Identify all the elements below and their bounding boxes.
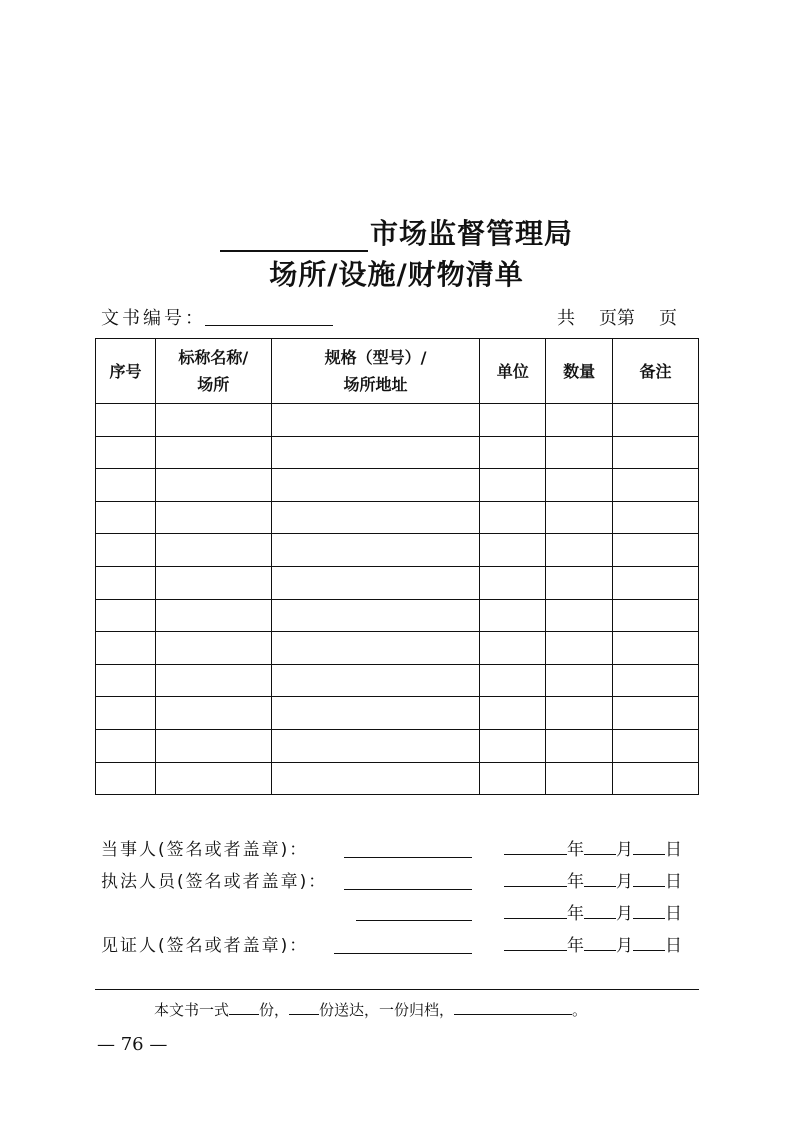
doc-number-field[interactable] — [205, 325, 333, 326]
table-cell[interactable] — [613, 566, 699, 599]
month-label: 月 — [616, 904, 633, 924]
date-row — [504, 835, 682, 860]
table-cell[interactable] — [155, 632, 271, 665]
table-cell[interactable] — [271, 436, 480, 469]
table-cell[interactable] — [155, 697, 271, 730]
table-cell[interactable] — [546, 664, 613, 697]
table-cell[interactable] — [155, 729, 271, 762]
table-cell[interactable] — [271, 534, 480, 567]
table-cell[interactable] — [546, 501, 613, 534]
table-cell[interactable] — [546, 436, 613, 469]
date-row — [504, 899, 682, 924]
table-cell[interactable] — [155, 566, 271, 599]
table-cell[interactable] — [96, 436, 156, 469]
table-row — [96, 599, 699, 632]
table-cell[interactable] — [480, 697, 546, 730]
table-cell[interactable] — [546, 534, 613, 567]
day-field[interactable] — [633, 836, 665, 855]
party-signature-field[interactable] — [344, 857, 472, 858]
table-row — [96, 436, 699, 469]
table-cell[interactable] — [271, 501, 480, 534]
table-cell[interactable] — [613, 534, 699, 567]
month-label: 月 — [616, 936, 633, 956]
table-row — [96, 534, 699, 567]
footer-divider — [95, 989, 699, 990]
table-cell[interactable] — [155, 436, 271, 469]
table-cell[interactable] — [613, 632, 699, 665]
month-field[interactable] — [584, 836, 616, 855]
table-cell[interactable] — [480, 729, 546, 762]
table-cell[interactable] — [96, 632, 156, 665]
officer-signature-label: 执法人员(签名或者盖章)： — [101, 872, 328, 892]
table-cell[interactable] — [480, 436, 546, 469]
officer-signature-field[interactable] — [344, 889, 472, 890]
table-cell[interactable] — [480, 469, 546, 502]
table-header-row — [96, 339, 699, 404]
table-cell[interactable] — [155, 404, 271, 437]
table-cell[interactable] — [96, 501, 156, 534]
table-cell[interactable] — [546, 729, 613, 762]
table-cell[interactable] — [96, 664, 156, 697]
table-cell[interactable] — [546, 566, 613, 599]
year-label: 年 — [567, 904, 584, 924]
page-number: — 76 — — [97, 1034, 168, 1055]
party-signature-label: 当事人(签名或者盖章)： — [101, 840, 309, 860]
table-cell[interactable] — [480, 534, 546, 567]
column-header-remarks: 备注 — [613, 339, 699, 404]
table-cell[interactable] — [271, 664, 480, 697]
year-label: 年 — [567, 936, 584, 956]
table-cell[interactable] — [613, 664, 699, 697]
day-label: 日 — [665, 936, 682, 956]
table-row — [96, 664, 699, 697]
table-cell[interactable] — [546, 632, 613, 665]
table-cell[interactable] — [271, 729, 480, 762]
day-field[interactable] — [633, 868, 665, 887]
table-cell[interactable] — [155, 501, 271, 534]
table-row — [96, 729, 699, 762]
authority-name-blank — [220, 220, 368, 252]
document-title-line1 — [0, 212, 793, 252]
table-row — [96, 404, 699, 437]
table-cell[interactable] — [613, 697, 699, 730]
table-cell[interactable] — [96, 469, 156, 502]
table-cell[interactable] — [613, 501, 699, 534]
table-cell[interactable] — [271, 599, 480, 632]
table-row — [96, 566, 699, 599]
table-row — [96, 501, 699, 534]
year-label: 年 — [567, 872, 584, 892]
table-cell[interactable] — [613, 599, 699, 632]
table-row — [96, 762, 699, 795]
officer-signature-field-2[interactable] — [356, 920, 472, 921]
title-text: 市场监督管理局 — [369, 217, 573, 250]
table-cell[interactable] — [96, 729, 156, 762]
archive-field[interactable] — [454, 1000, 572, 1015]
page-total-label: 共 — [557, 308, 575, 329]
table-cell[interactable] — [271, 469, 480, 502]
table-cell[interactable] — [546, 469, 613, 502]
table-cell[interactable] — [613, 762, 699, 795]
table-cell[interactable] — [480, 632, 546, 665]
table-cell[interactable] — [480, 501, 546, 534]
table-cell[interactable] — [96, 534, 156, 567]
table-cell[interactable] — [96, 762, 156, 795]
table-cell[interactable] — [271, 632, 480, 665]
page-end-label: 页 — [659, 308, 677, 329]
month-field[interactable] — [584, 932, 616, 951]
day-label: 日 — [665, 872, 682, 892]
table-cell[interactable] — [613, 729, 699, 762]
column-header-quantity: 数量 — [546, 339, 613, 404]
table-cell[interactable] — [613, 469, 699, 502]
footer-note: 本文书一式 份， 份送达，一份归档， 。 — [154, 1001, 588, 1019]
table-cell[interactable] — [155, 664, 271, 697]
table-cell[interactable] — [271, 697, 480, 730]
table-cell[interactable] — [271, 566, 480, 599]
year-label: 年 — [567, 840, 584, 860]
year-field[interactable] — [504, 932, 567, 951]
month-label: 月 — [616, 840, 633, 860]
table-cell[interactable] — [155, 534, 271, 567]
table-cell[interactable] — [96, 599, 156, 632]
table-cell[interactable] — [96, 697, 156, 730]
day-field[interactable] — [633, 932, 665, 951]
inventory-table — [95, 338, 699, 795]
copies-total-field[interactable] — [229, 1000, 259, 1015]
table-cell[interactable] — [480, 599, 546, 632]
witness-signature-field[interactable] — [334, 953, 472, 954]
table-cell[interactable] — [155, 762, 271, 795]
table-row — [96, 697, 699, 730]
doc-number-label: 文书编号： — [101, 308, 206, 329]
table-cell[interactable] — [480, 404, 546, 437]
table-cell[interactable] — [546, 762, 613, 795]
table-cell[interactable] — [480, 762, 546, 795]
table-row — [96, 469, 699, 502]
table-cell[interactable] — [96, 404, 156, 437]
table-row — [96, 632, 699, 665]
table-cell[interactable] — [613, 404, 699, 437]
month-field[interactable] — [584, 900, 616, 919]
table-cell[interactable] — [271, 762, 480, 795]
day-label: 日 — [665, 904, 682, 924]
day-label: 日 — [665, 840, 682, 860]
year-field[interactable] — [504, 836, 567, 855]
year-field[interactable] — [504, 868, 567, 887]
column-header-spec-address: 规格（型号）/ 场所地址 — [271, 339, 480, 404]
table-cell[interactable] — [613, 436, 699, 469]
column-header-serial: 序号 — [96, 339, 156, 404]
table-cell[interactable] — [155, 599, 271, 632]
table-cell[interactable] — [96, 566, 156, 599]
month-field[interactable] — [584, 868, 616, 887]
year-field[interactable] — [504, 900, 567, 919]
table-cell[interactable] — [155, 469, 271, 502]
day-field[interactable] — [633, 900, 665, 919]
table-cell[interactable] — [271, 404, 480, 437]
table-cell[interactable] — [546, 697, 613, 730]
table-body — [96, 404, 699, 795]
page-info — [557, 304, 677, 330]
date-row — [504, 931, 682, 956]
table-cell[interactable] — [546, 404, 613, 437]
document-title-line2: 场所/设施/财物清单 — [269, 258, 524, 291]
table-cell[interactable] — [480, 664, 546, 697]
table-cell[interactable] — [480, 566, 546, 599]
month-label: 月 — [616, 872, 633, 892]
table-cell[interactable] — [546, 599, 613, 632]
date-row — [504, 867, 682, 892]
column-header-name-place: 标称名称/ 场所 — [155, 339, 271, 404]
page-current-label: 页第 — [599, 308, 635, 329]
witness-signature-label: 见证人(签名或者盖章)： — [101, 936, 309, 956]
column-header-unit: 单位 — [480, 339, 546, 404]
copies-served-field[interactable] — [289, 1000, 319, 1015]
